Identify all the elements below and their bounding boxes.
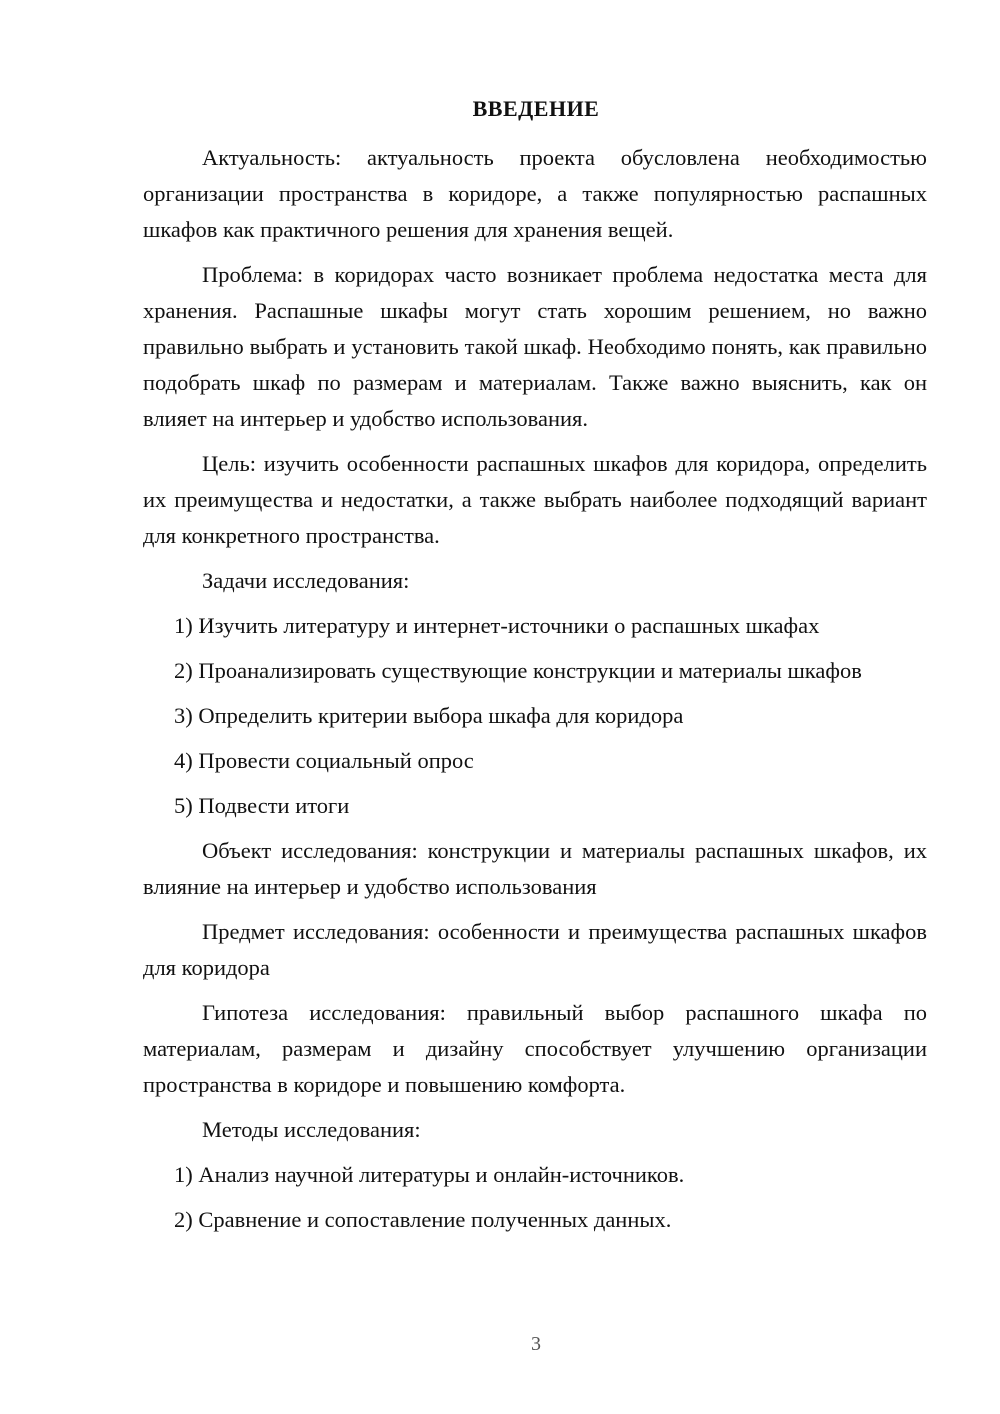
tasks-title: Задачи исследования: bbox=[202, 568, 410, 593]
task-item-1: 1) Изучить литературу и интернет-источники о распашных шкафах bbox=[174, 613, 820, 638]
method-item-1: 1) Анализ научной литературы и онлайн-источников. bbox=[174, 1162, 685, 1187]
subject-paragraph: Предмет исследования: особенности и преимущества распашных шкафов для коридора bbox=[143, 919, 927, 980]
task-item-2: 2) Проанализировать существующие конструкции и материалы шкафов bbox=[174, 658, 862, 683]
problem-paragraph: Проблема: в коридорах часто возникает проблема недостатка места для хранения. Распашные шкафы могут стать хорошим решением, но важно правильно выбрать и установить такой шкаф. Необходимо понять, как правильно подобрать шкаф по размерам и материалам. Также важно выяснить, как он влияет на интерьер и удобство использования. bbox=[143, 262, 927, 431]
relevance-paragraph: Актуальность: актуальность проекта обусловлена необходимостью организации пространства в коридоре, а также популярностью распашных шкафов как практичного решения для хранения вещей. bbox=[143, 145, 927, 242]
document-body bbox=[143, 140, 927, 1247]
method-item-2: 2) Сравнение и сопоставление полученных данных. bbox=[174, 1207, 672, 1232]
page-heading: ВВЕДЕНИЕ bbox=[472, 96, 600, 121]
object-paragraph: Объект исследования: конструкции и материалы распашных шкафов, их влияние на интерьер и удобство использования bbox=[143, 838, 927, 899]
methods-title: Методы исследования: bbox=[202, 1117, 421, 1142]
hypothesis-paragraph: Гипотеза исследования: правильный выбор распашного шкафа по материалам, размерам и дизайну способствует улучшению организации пространства в коридоре и повышению комфорта. bbox=[143, 1000, 927, 1097]
task-item-5: 5) Подвести итоги bbox=[174, 793, 350, 818]
goal-paragraph: Цель: изучить особенности распашных шкафов для коридора, определить их преимущества и недостатки, а также выбрать наиболее подходящий вариант для конкретного пространства. bbox=[143, 451, 927, 548]
task-item-3: 3) Определить критерии выбора шкафа для коридора bbox=[174, 703, 684, 728]
task-item-4: 4) Провести социальный опрос bbox=[174, 748, 474, 773]
page-number: 3 bbox=[531, 1333, 541, 1355]
